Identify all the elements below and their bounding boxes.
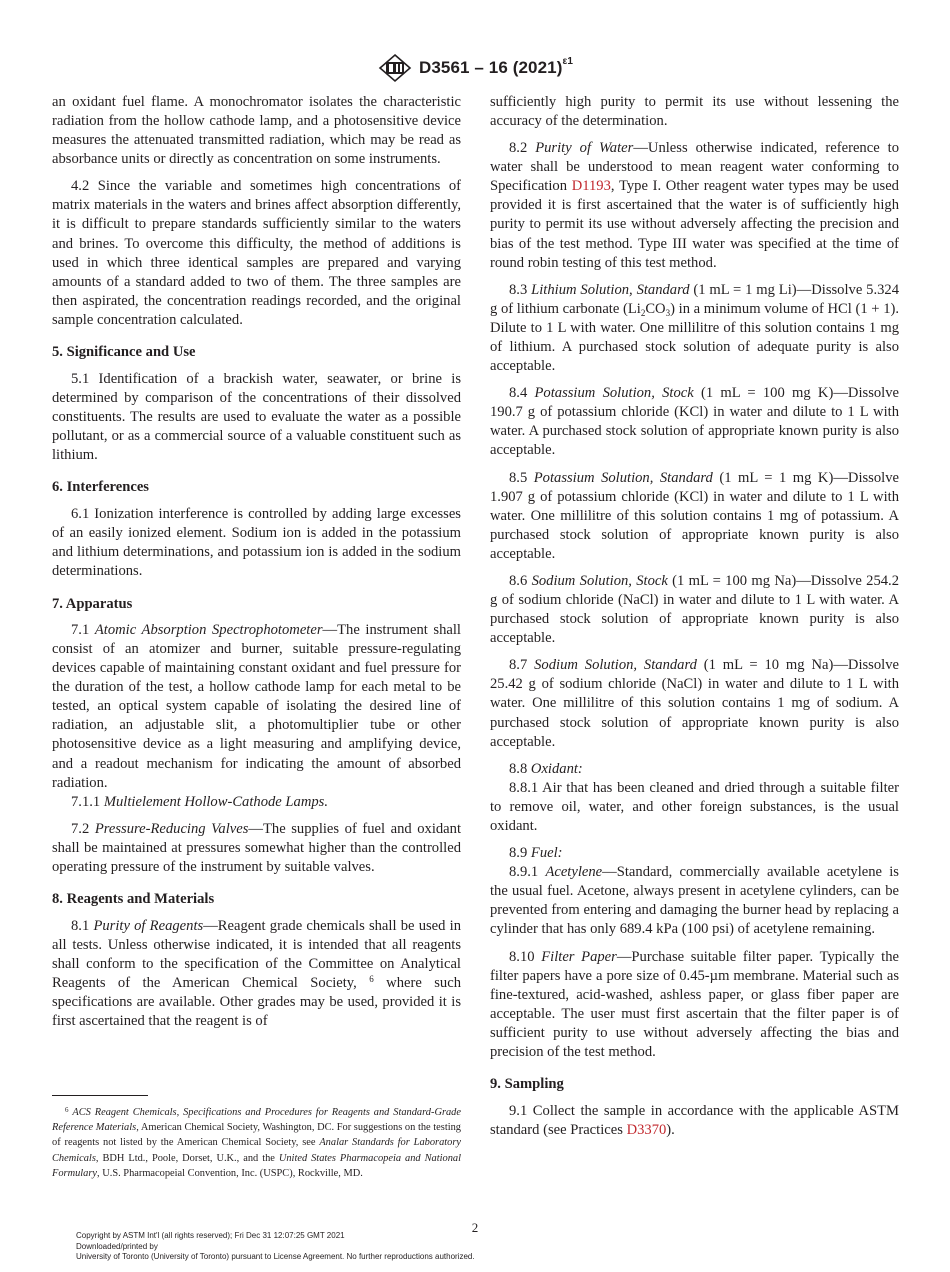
copyright-line: Copyright by ASTM Int'l (all rights reserved); Fri Dec 31 12:07:25 GMT 2021 — [76, 1231, 345, 1240]
paragraph-8-10: 8.10 Filter Paper—Purchase suitable filter paper. Typically the filter papers have a pore size of 0.45-µm membrane. Material such as fine-textured, acid-washed, ashless paper, or glass fiber paper are acceptable. The user must first ascertain that the filter paper is of sufficient purity to use without adversely affecting the bias and precision of the test method. — [490, 948, 899, 1060]
paragraph-8-8-1: 8.8.1 Air that has been cleaned and dried through a suitable filter to remove oil, water, and other foreign substances, is the usual oxidant. — [490, 779, 899, 834]
right-column — [490, 93, 899, 1148]
section-heading-6: 6. Interferences — [52, 479, 149, 496]
paragraph-8-4: 8.4 Potassium Solution, Stock (1 mL = 100 mg K)—Dissolve 190.7 g of potassium chloride (KCl) in water and dilute to 1 L with water. A purchased stock solution of appropriate known purity is also acceptable. — [490, 385, 899, 459]
astm-logo-icon — [377, 53, 413, 83]
footnote-6: $^6$ ACS Reagent Chemicals, Specifications and Procedures for Reagents and Standard-Grade Reference Materials, American Chemical Society, Washington, DC. For suggestions on the testing of reagents not listed by the American Chemical Society, see Analar Standards for Laboratory Chemicals, BDH Ltd., Poole, Dorset, U.K., and the United States Pharmacopeia and National Formulary, U.S. Pharmacopeial Convention, Inc. (USPC), Rockville, MD. — [52, 1106, 462, 1179]
document-designation: D3561 – 16 $(2021)^{\varepsilon 1}$ — [419, 56, 573, 77]
paragraph-7-2: 7.2 Pressure-Reducing Valves—The supplies of fuel and oxidant shall be maintained at pressures somewhat higher than the controlled operating pressure of the instrument by suitable valves. — [52, 820, 461, 875]
footnote-ref[interactable]: 6 — [369, 974, 374, 985]
paragraph-7-1: 7.1 Atomic Absorption Spectrophotometer—The instrument shall consist of an atomizer and burner, suitable pressure-regulating devices capable of maintaining constant oxidant and fuel pressure for the duration of the test, a hollow cathode lamp for each metal to be tested, an optical system capable of isolating the desired line of radiation, an adjustable slit, a photomultiplier tube or other photosensitive device as a light measuring and amplifying device, and a readout mechanism for indicating the amount of absorbed radiation. — [52, 622, 461, 791]
download-line: Downloaded/printed by — [76, 1241, 158, 1251]
section-heading-8: 8. Reagents and Materials — [52, 891, 215, 908]
paragraph-8-9: 8.9 Fuel: — [509, 845, 563, 862]
paragraph-8-1: 8.1 Purity of Reagents—Reagent grade chemicals shall be used in all tests. Unless otherwise indicated, it is intended that all reagents shall conform to the specification of the Committee on Analytical Reagents of the American Chemical Society, $^6$ where such specifications are available. Other grades may be used, provided it is first ascertained that the reagent is of — [52, 917, 461, 1030]
copyright-notice — [76, 1231, 475, 1263]
paragraph-8-5: 8.5 Potassium Solution, Standard (1 mL = 1 mg K)—Dissolve 1.907 g of potassium chloride (KCl) in water and dilute to 1 L with water. One millilitre of this solution contains 1 mg of potassium. A purchased stock solution of appropriate known purity is also acceptable. — [490, 469, 899, 562]
left-column — [52, 93, 461, 1039]
paragraph-8-6: 8.6 Sodium Solution, Stock (1 mL = 100 mg Na)—Dissolve 254.2 g of sodium chloride (NaCl) in water and dilute to 1 L with water. A purchased stock solution of appropriate known purity is also acceptable. — [490, 573, 900, 647]
paragraph-8-8: 8.8 Oxidant: — [509, 760, 583, 777]
paragraph: sufficiently high purity to permit its use without lessening the accuracy of the determination. — [490, 94, 899, 130]
paragraph-7-1-1: 7.1.1 Multielement Hollow-Cathode Lamps. — [71, 793, 329, 810]
link-d1193[interactable]: D1193 — [571, 178, 611, 195]
paragraph-8-9-1: 8.9.1 Acetylene—Standard, commercially available acetylene is the usual fuel. Acetone, always present in acetylene cylinders, can be prevented from entering and damaging the burner head by replacing a cylinder that has only 689.4 kPa (100 psi) of acetylene remaining. — [490, 864, 899, 938]
paragraph-9-1: 9.1 Collect the sample in accordance with the applicable ASTM standard (see Practices D3370). — [490, 1102, 899, 1138]
paragraph-4-2: 4.2 Since the variable and sometimes high concentrations of matrix materials in the waters and brines affect absorption differently, it is difficult to prepare standards sufficiently similar to the waters and brines. To overcome this difficulty, the method of additions is used in which three identical samples are prepared and varying amounts of a standard added to two of them. The three samples are then aspirated, the concentration readings recorded, and the original sample concentration calculated. — [52, 178, 461, 328]
paragraph-8-3: 8.3 Lithium Solution, Standard (1 mL = 1 mg Li)—Dissolve 5.324 g of lithium carbonate $(Li_2CO_3)$ in a minimum volume of HCl (1 + 1). Dilute to 1 L with water. One millilitre of this solution contains 1 mg of lithium. A purchased stock solution of adequate purity is also acceptable. — [490, 281, 899, 374]
section-heading-5: 5. Significance and Use — [52, 344, 196, 361]
link-d3370[interactable]: D3370 — [626, 1121, 667, 1138]
paragraph-6-1: 6.1 Ionization interference is controlled by adding large excesses of an easily ionized element. Sodium ion is added in the potassium and lithium determinations, and potassium ion is added in the sodium determinations. — [52, 505, 461, 580]
paragraph-5-1: 5.1 Identification of a brackish water, seawater, or brine is determined by comparison of the concentrations of their dissolved constituents. The results are used to evaluate the water as a possible pollutant, or as a commercial source of a valuable constituent such as lithium. — [52, 370, 461, 463]
section-heading-9: 9. Sampling — [490, 1076, 564, 1093]
footnote-divider — [52, 1095, 148, 1096]
page-number: 2 — [471, 1220, 479, 1235]
section-heading-7: 7. Apparatus — [52, 595, 133, 612]
paragraph: an oxidant fuel flame. A monochromator isolates the characteristic radiation from the hollow cathode lamp, and a photosensitive device measures the attenuated transmitted radiation, which may be read as absorbance units or directly as concentration on some instruments. — [52, 94, 461, 168]
license-line: University of Toronto (University of Toronto) pursuant to License Agreement. No further reproductions authorized. — [76, 1252, 475, 1262]
page-header — [0, 50, 950, 86]
paragraph-8-7: 8.7 Sodium Solution, Standard (1 mL = 10 mg Na)—Dissolve 25.42 g of sodium chloride (NaCl) in water and dilute to 1 L with water. One millilitre of this solution contains 1 mg of sodium. A purchased stock solution of appropriate known purity is also acceptable. — [490, 657, 899, 750]
paragraph-8-2: 8.2 Purity of Water—Unless otherwise indicated, reference to water shall be understood to mean reagent water conforming to Specification D1193, Type I. Other reagent water types may be used provided it is first ascertained that the water is of sufficiently high purity to permit its use without adversely affecting the precision and bias of the test method. Type III water was specified at the time of round robin testing of this test method. — [490, 140, 899, 271]
